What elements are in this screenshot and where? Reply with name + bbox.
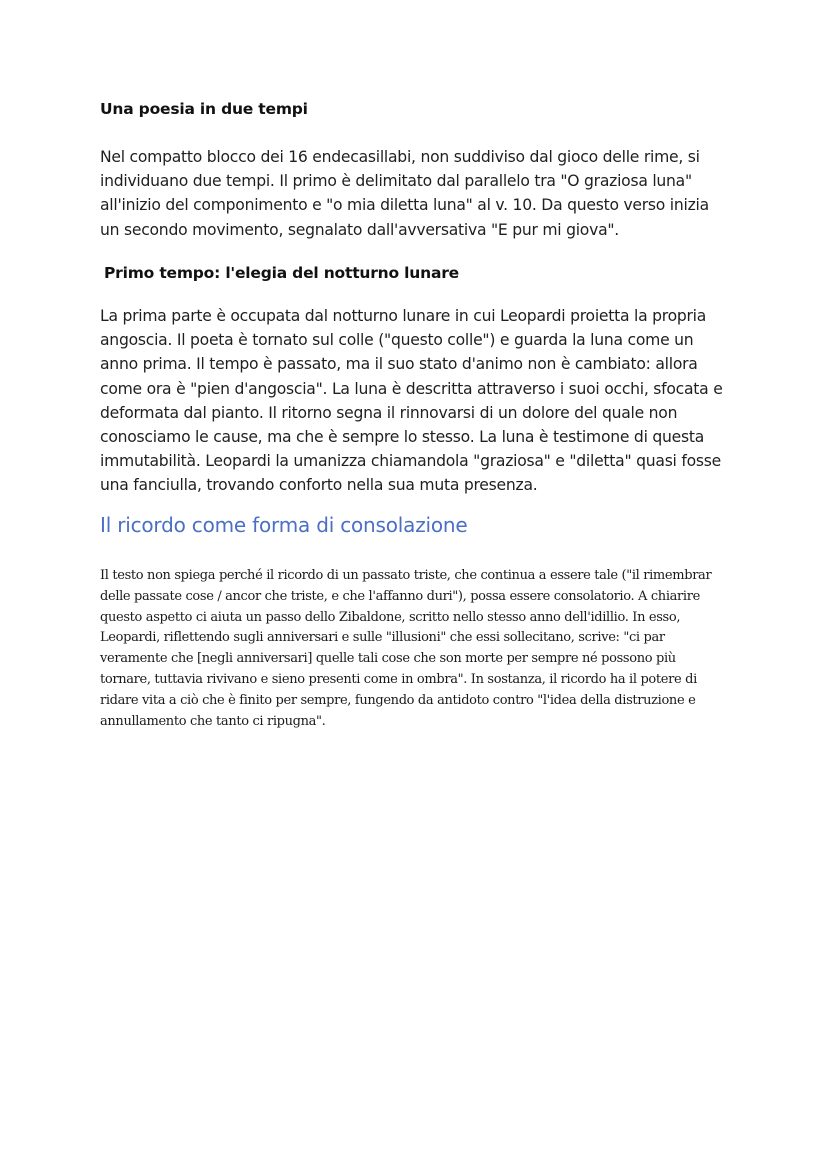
section-paragraph-due-tempi: Nel compatto blocco dei 16 endecasillabi, non suddiviso dal gioco delle rime, si individuano due tempi. Il primo è delimitato dal parallelo tra "O graziosa luna" all'inizio del componimento e "o mia diletta luna" al v. 10. Da questo verso inizia un secondo movimento, segnalato dall'avversativa "E pur mi giova". (100, 148, 709, 239)
section-heading-primo-tempo: Primo tempo: l'elegia del notturno lunare (104, 264, 459, 282)
section-heading-due-tempi: Una poesia in due tempi (100, 100, 308, 118)
section-paragraph-ricordo: Il testo non spiega perché il ricordo di un passato triste, che continua a essere tale ("il rimembrar delle passate cose / ancor che triste, e che l'affanno duri"), possa essere consolatorio. A chiarire questo aspetto ci aiuta un passo dello Zibaldone, scritto nello stesso anno dell'idillio. In esso, Leopardi, riflettendo sugli anniversari e sulle "illusioni" che essi sollecitano, scrive: "ci par veramente che [negli anniversari] quelle tali cose che son morte per sempre né possono più tornare, tuttavia rivivano e sieno presenti come in ombra". In sostanza, il ricordo ha il potere di ridare vita a ciò che è finito per sempre, fungendo da antidoto contro "l'idea della distruzione e annullamento che tanto ci ripugna". (100, 568, 712, 729)
section-paragraph-primo-tempo: La prima parte è occupata dal notturno lunare in cui Leopardi proietta la propria angoscia. Il poeta è tornato sul colle ("questo colle") e guarda la luna come un anno prima. Il tempo è passato, ma il suo stato d'animo non è cambiato: allora come ora è "pien d'angoscia". La luna è descritta attraverso i suoi occhi, sfocata e deformata dal pianto. Il ritorno segna il rinnovarsi di un dolore del quale non conosciamo le cause, ma che è sempre lo stesso. La luna è testimone di questa immutabilità. Leopardi la umanizza chiamandola "graziosa" e "diletta" quasi fosse una fanciulla, trovando conforto nella sua muta presenza. (100, 307, 723, 495)
section-heading-ricordo: Il ricordo come forma di consolazione (100, 513, 468, 537)
